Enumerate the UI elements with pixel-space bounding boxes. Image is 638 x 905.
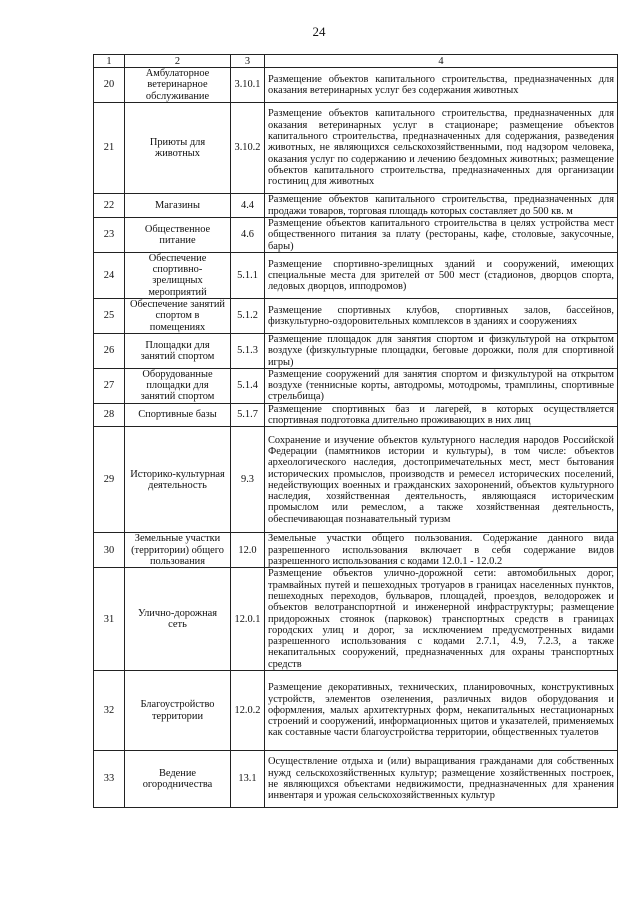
table-row xyxy=(94,751,618,808)
use-description: Размещение сооружений для занятия спортом и физкультурой на открытом воздухе (теннисные корты, автодромы, мотодромы, трамплины, спортивные стрельбища) xyxy=(265,368,618,403)
use-description: Земельные участки общего пользования. Содержание данного вида разрешенного использования включает в себя содержание видов разрешенного использования с кодами 12.0.1 - 12.0.2 xyxy=(265,533,618,568)
use-description: Размещение объектов капитального строительства, предназначенных для оказания ветеринарных услуг без содержания животных xyxy=(265,68,618,103)
header-col-4: 4 xyxy=(265,55,618,68)
row-number: 28 xyxy=(94,403,125,427)
use-code: 5.1.4 xyxy=(231,368,265,403)
row-number: 23 xyxy=(94,218,125,253)
use-name: Обеспечение занятий спортом в помещениях xyxy=(125,299,231,334)
row-number: 24 xyxy=(94,252,125,298)
use-name: Общественное питание xyxy=(125,218,231,253)
table-header-row xyxy=(94,55,618,68)
use-description: Размещение объектов капитального строительства в целях устройства мест общественного питания за плату (рестораны, кафе, столовые, закусочные, бары) xyxy=(265,218,618,253)
row-number: 22 xyxy=(94,194,125,218)
table-row xyxy=(94,368,618,403)
use-code: 12.0.2 xyxy=(231,671,265,751)
use-name: Улично-дорожная сеть xyxy=(125,568,231,671)
use-code: 3.10.2 xyxy=(231,103,265,194)
use-name: Ведение огородничества xyxy=(125,751,231,808)
use-name: Спортивные базы xyxy=(125,403,231,427)
row-number: 27 xyxy=(94,368,125,403)
use-description: Размещение спортивно-зрелищных зданий и сооружений, имеющих специальные места для зрителей от 500 мест (стадионов, дворцов спорта, ледовых дворцов, ипподромов) xyxy=(265,252,618,298)
table-row xyxy=(94,533,618,568)
use-name: Земельные участки (территории) общего пользования xyxy=(125,533,231,568)
table-row xyxy=(94,671,618,751)
use-code: 12.0.1 xyxy=(231,568,265,671)
use-code: 3.10.1 xyxy=(231,68,265,103)
use-description: Размещение объектов капитального строительства, предназначенных для продажи товаров, торговая площадь которых составляет до 500 кв. м xyxy=(265,194,618,218)
use-code: 13.1 xyxy=(231,751,265,808)
header-col-1: 1 xyxy=(94,55,125,68)
table-row xyxy=(94,68,618,103)
row-number: 31 xyxy=(94,568,125,671)
header-col-3: 3 xyxy=(231,55,265,68)
table-row xyxy=(94,403,618,427)
use-code: 12.0 xyxy=(231,533,265,568)
table-row xyxy=(94,427,618,533)
table-row xyxy=(94,252,618,298)
use-description: Размещение площадок для занятия спортом и физкультурой на открытом воздухе (физкультурные площадки, беговые дорожки, поля для спортивной игры) xyxy=(265,333,618,368)
row-number: 26 xyxy=(94,333,125,368)
use-name: Историко-культурная деятельность xyxy=(125,427,231,533)
table-row xyxy=(94,194,618,218)
table-row xyxy=(94,568,618,671)
header-col-2: 2 xyxy=(125,55,231,68)
use-description: Размещение объектов улично-дорожной сети: автомобильных дорог, трамвайных путей и пешеходных тротуаров в границах населенных пунктов, пешеходных переходов, бульваров, площадей, проездов, велодорожек и объектов велотранспортной и инженерной инфраструктуры; размещение придорожных стоянок (парковок) транспортных средств в границах городских улиц и дорог, за исключением предусмотренных видами разрешенного использования с кодами 2.7.1, 4.9, 7.2.3, а также некапитальных сооружений, предназначенных для охраны транспортных средств xyxy=(265,568,618,671)
row-number: 33 xyxy=(94,751,125,808)
use-name: Площадки для занятий спортом xyxy=(125,333,231,368)
use-name: Оборудованные площадки для занятий спортом xyxy=(125,368,231,403)
row-number: 25 xyxy=(94,299,125,334)
row-number: 21 xyxy=(94,103,125,194)
use-code: 9.3 xyxy=(231,427,265,533)
use-code: 5.1.2 xyxy=(231,299,265,334)
use-code: 5.1.3 xyxy=(231,333,265,368)
use-code: 4.4 xyxy=(231,194,265,218)
use-description: Размещение декоративных, технических, планировочных, конструктивных устройств, элементов озеленения, различных видов оборудования и оформления, малых архитектурных форм, некапитальных нестационарных строений и сооружений, информационных щитов и указателей, применяемых как составные части благоустройства территории, общественных туалетов xyxy=(265,671,618,751)
page-number: 24 xyxy=(312,24,326,39)
table-row xyxy=(94,333,618,368)
use-name: Амбулаторное ветеринарное обслуживание xyxy=(125,68,231,103)
row-number: 32 xyxy=(94,671,125,751)
land-use-table xyxy=(93,54,618,808)
use-code: 5.1.7 xyxy=(231,403,265,427)
row-number: 30 xyxy=(94,533,125,568)
row-number: 29 xyxy=(94,427,125,533)
table-row xyxy=(94,218,618,253)
use-name: Обеспечение спортивно-зрелищных мероприятий xyxy=(125,252,231,298)
use-code: 4.6 xyxy=(231,218,265,253)
use-description: Размещение объектов капитального строительства, предназначенных для оказания ветеринарных услуг в стационаре; размещение объектов капитального строительства, предназначенных для содержания, разведения животных, не являющихся сельскохозяйственными, под надзором человека, оказания услуг по содержанию и лечению бездомных животных; размещение объектов капитального строительства, предназначенных для организации гостиниц для животных xyxy=(265,103,618,194)
use-description: Размещение спортивных клубов, спортивных залов, бассейнов, физкультурно-оздоровительных комплексов в зданиях и сооружениях xyxy=(265,299,618,334)
table-row xyxy=(94,103,618,194)
use-code: 5.1.1 xyxy=(231,252,265,298)
use-name: Магазины xyxy=(125,194,231,218)
use-name: Благоустройство территории xyxy=(125,671,231,751)
use-name: Приюты для животных xyxy=(125,103,231,194)
use-description: Осуществление отдыха и (или) выращивания гражданами для собственных нужд сельскохозяйственных культур; размещение хозяйственных построек, не являющихся объектами недвижимости, предназначенных для хранения инвентаря и урожая сельскохозяйственных культур xyxy=(265,751,618,808)
table-row xyxy=(94,299,618,334)
use-description: Размещение спортивных баз и лагерей, в которых осуществляется спортивная подготовка длительно проживающих в них лиц xyxy=(265,403,618,427)
use-description: Сохранение и изучение объектов культурного наследия народов Российской Федерации (памятников истории и культуры), в том числе: объектов археологического наследия, достопримечательных мест, мест бытования исторических промыслов, производств и ремесел исторических поселений, недействующих военных и гражданских захоронений, объектов культурного наследия, хозяйственная деятельность, являющаяся историческим промыслом или ремеслом, а также хозяйственная деятельность, обеспечивающая познавательный туризм xyxy=(265,427,618,533)
row-number: 20 xyxy=(94,68,125,103)
